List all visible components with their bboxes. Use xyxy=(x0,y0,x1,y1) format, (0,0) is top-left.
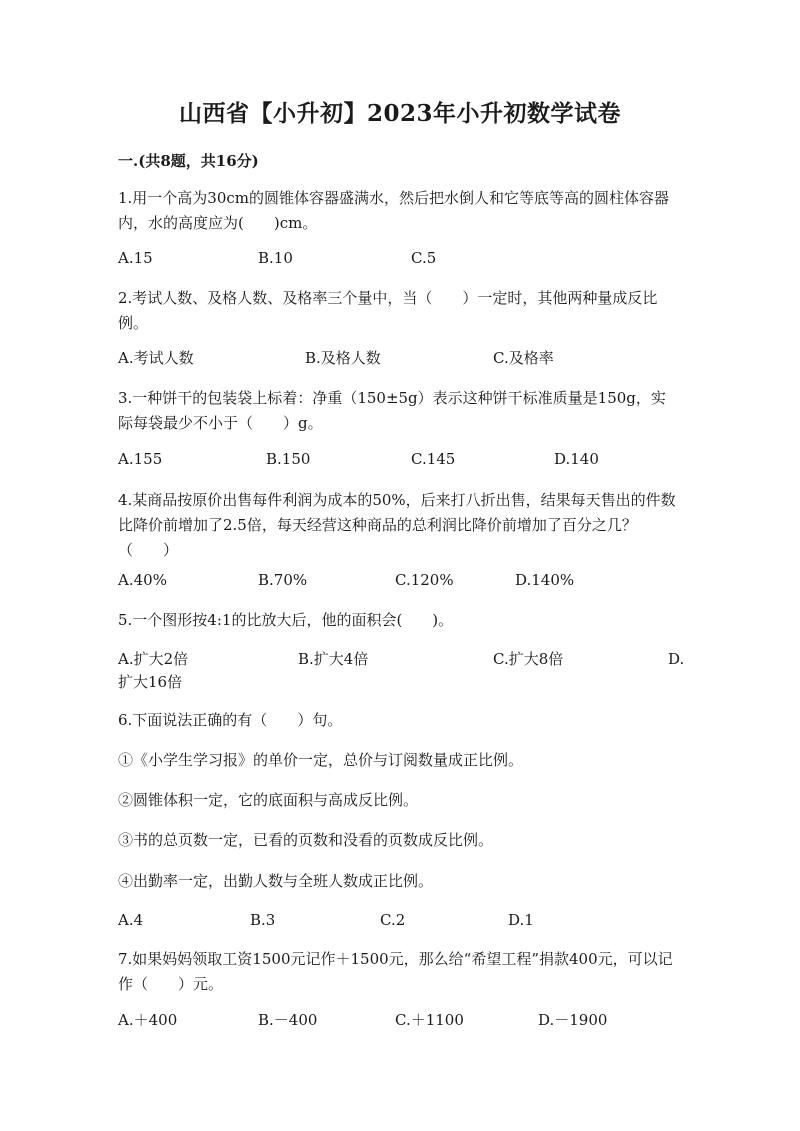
option-c[interactable]: C.2 xyxy=(380,911,406,929)
statement-1: ①《小学生学习报》的单价一定，总价与订阅数量成正比例。 xyxy=(118,751,524,769)
question-6-options xyxy=(118,908,688,933)
option-a[interactable]: A.15 xyxy=(118,249,153,267)
option-c[interactable]: C.＋1100 xyxy=(395,1011,464,1029)
question-2: 2.考试人数、及格人数、及格率三个量中，当（ ）一定时，其他两种量成反比例。 xyxy=(118,289,658,332)
option-c[interactable]: C.145 xyxy=(411,450,456,468)
option-a[interactable]: A.＋400 xyxy=(118,1011,178,1029)
option-a[interactable]: A.考试人数 xyxy=(118,349,194,367)
option-b[interactable]: B.及格人数 xyxy=(305,349,381,367)
question-5: 5.一个图形按4:1的比放大后，他的面积会( )。 xyxy=(118,611,454,629)
question-5-option-d-text xyxy=(118,670,688,695)
option-b[interactable]: B.70% xyxy=(258,571,308,589)
statement-4: ④出勤率一定，出勤人数与全班人数成正比例。 xyxy=(118,872,434,890)
option-d[interactable]: D.1 xyxy=(508,911,534,929)
option-b[interactable]: B.10 xyxy=(258,249,293,267)
option-d[interactable]: D.－1900 xyxy=(538,1011,608,1029)
option-d[interactable]: D.140 xyxy=(554,450,599,468)
option-d[interactable]: D.140% xyxy=(515,571,575,589)
option-a[interactable]: A.40% xyxy=(118,571,167,589)
question-6: 6.下面说法正确的有（ ）句。 xyxy=(118,711,343,729)
question-3: 3.一种饼干的包装袋上标着：净重（150±5g）表示这种饼干标准质量是150g，实际每袋最少不小于（ ）g。 xyxy=(118,389,666,432)
option-a[interactable]: A.扩大2倍 xyxy=(118,650,189,668)
option-c[interactable]: C.扩大8倍 xyxy=(493,650,564,668)
question-7-options xyxy=(118,1008,688,1033)
page-title: 山西省【小升初】2023年小升初数学试卷 xyxy=(178,100,621,127)
option-d-label[interactable]: 扩大16倍 xyxy=(118,673,183,691)
option-b[interactable]: B.150 xyxy=(266,450,311,468)
option-a[interactable]: A.155 xyxy=(118,450,163,468)
question-2-options xyxy=(118,346,688,371)
question-1-options xyxy=(118,246,688,271)
question-4: 4.某商品按原价出售每件利润为成本的50%，后来打八折出售，结果每天售出的件数比降价前增加了2.5倍，每天经营这种商品的总利润比降价前增加了百分之几？（ ） xyxy=(118,491,676,559)
section-heading: 一.(共8题，共16分) xyxy=(118,152,259,170)
option-c[interactable]: C.5 xyxy=(411,249,437,267)
statement-2: ②圆锥体积一定，它的底面积与高成反比例。 xyxy=(118,791,419,809)
option-b[interactable]: B.3 xyxy=(250,911,276,929)
question-3-options xyxy=(118,447,688,472)
option-c[interactable]: C.120% xyxy=(395,571,454,589)
option-b[interactable]: B.－400 xyxy=(258,1011,318,1029)
option-c[interactable]: C.及格率 xyxy=(493,349,554,367)
statement-3: ③书的总页数一定，已看的页数和没看的页数成反比例。 xyxy=(118,831,494,849)
option-a[interactable]: A.4 xyxy=(118,911,144,929)
question-1: 1.用一个高为30cm的圆锥体容器盛满水，然后把水倒人和它等底等高的圆柱体容器内，水的高度应为( )cm。 xyxy=(118,189,670,232)
question-4-options xyxy=(118,568,688,593)
question-7: 7.如果妈妈领取工资1500元记作＋1500元，那么给“希望工程”捐款400元，可以记作（ ）元。 xyxy=(118,950,673,993)
option-d[interactable]: D. xyxy=(668,650,685,668)
option-b[interactable]: B.扩大4倍 xyxy=(298,650,369,668)
question-5-options xyxy=(118,647,688,672)
